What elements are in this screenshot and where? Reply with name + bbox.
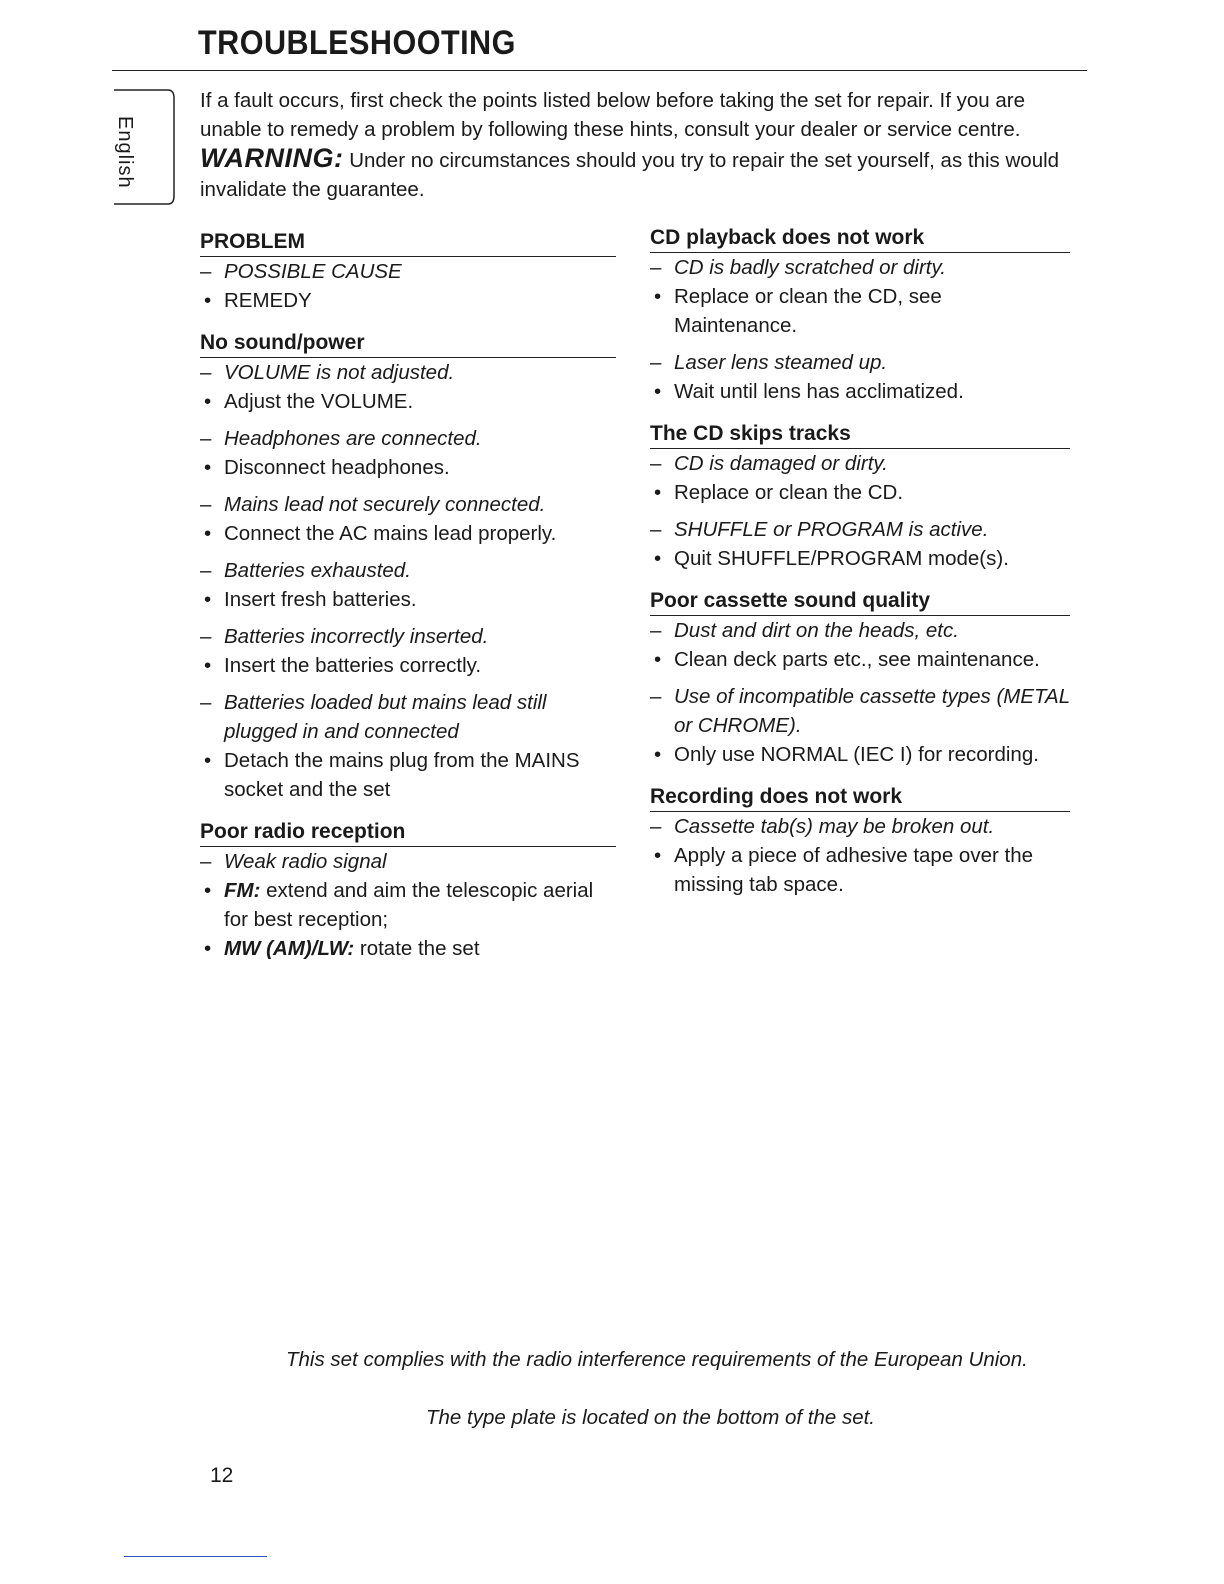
possible-cause: – Laser lens steamed up. [650,348,1070,377]
page-title: TROUBLESHOOTING [198,24,516,62]
possible-cause: – VOLUME is not adjusted. [200,358,616,387]
remedy-text: Insert the batteries correctly. [224,654,482,677]
warning-label: WARNING: [200,143,344,173]
remedy [650,740,1070,769]
cause-remedy-pair [200,490,616,548]
cause-remedy-pair [650,449,1070,507]
cause-remedy-pair [650,253,1070,340]
section-heading: No sound/power [200,329,616,358]
remedy [200,387,616,416]
cause-remedy-pair [650,682,1070,769]
remedy [650,478,1070,507]
possible-cause: – Headphones are connected. [200,424,616,453]
possible-cause: – Batteries incorrectly inserted. [200,622,616,651]
remedy-text: Connect the AC mains lead properly. [224,522,557,545]
troubleshoot-section [650,420,1070,573]
compliance-note: This set complies with the radio interference requirements of the European Union. [286,1348,1028,1371]
remedy [650,282,1070,340]
cause-remedy-pair [650,348,1070,406]
possible-cause: – Cassette tab(s) may be broken out. [650,812,1070,841]
possible-cause: – Use of incompatible cassette types (METAL or CHROME). [650,682,1070,740]
cause-remedy-pair [650,515,1070,573]
remedy-text: extend and aim the telescopic aerial for best reception; [224,879,594,931]
cause-remedy-pair [650,812,1070,899]
cause-remedy-pair [200,424,616,482]
remedy-text: Replace or clean the CD. [674,481,904,504]
right-sections [650,224,1070,899]
possible-cause: – Mains lead not securely connected. [200,490,616,519]
remedy [200,453,616,482]
troubleshoot-section [200,329,616,804]
bottom-divider [124,1556,267,1557]
possible-cause: – SHUFFLE or PROGRAM is active. [650,515,1070,544]
intro-text: If a fault occurs, first check the points listed below before taking the set for repair. If you are unable to remedy a problem by following these hints, consult your dealer or service centre. [200,89,1025,141]
intro-block [200,86,1080,204]
remedy-text: Detach the mains plug from the MAINS socket and the set [224,749,580,801]
section-heading: Poor radio reception [200,818,616,847]
troubleshoot-section [650,783,1070,899]
cause-remedy-pair [200,847,616,963]
possible-cause: – CD is badly scratched or dirty. [650,253,1070,282]
remedy-text: Disconnect headphones. [224,456,450,479]
cause-remedy-pair [200,622,616,680]
remedy-band-label: MW (AM)/LW: [224,937,355,960]
remedy [200,876,616,934]
warning-text: Under no circumstances should you try to repair the set yourself, as this would invalidate the guarantee. [200,149,1060,201]
section-heading: Poor cassette sound quality [650,587,1070,616]
remedy [200,746,616,804]
cause-remedy-pair [200,688,616,804]
remedy-band-label: FM: [224,879,261,902]
remedy [200,585,616,614]
possible-cause: – Batteries loaded but mains lead still plugged in and connected [200,688,616,746]
right-column [650,224,1070,913]
possible-cause: – Weak radio signal [200,847,616,876]
remedy-text: Quit SHUFFLE/PROGRAM mode(s). [674,547,1009,570]
remedy [650,544,1070,573]
remedy-text: Wait until lens has acclimatized. [674,380,964,403]
legend-remedy: • REMEDY [200,286,616,315]
possible-cause: – Dust and dirt on the heads, etc. [650,616,1070,645]
left-column [200,228,616,977]
remedy [200,519,616,548]
troubleshoot-section [200,818,616,963]
cause-remedy-pair [200,358,616,416]
legend-cause: – POSSIBLE CAUSE [200,257,616,286]
remedy-text: Adjust the VOLUME. [224,390,414,413]
possible-cause: – Batteries exhausted. [200,556,616,585]
section-heading: CD playback does not work [650,224,1070,253]
troubleshoot-section [650,224,1070,406]
remedy-text: Apply a piece of adhesive tape over the missing tab space. [674,844,1033,896]
page-number: 12 [210,1464,234,1487]
title-divider [112,70,1087,71]
section-heading: The CD skips tracks [650,420,1070,449]
cause-remedy-pair [200,556,616,614]
legend-heading: PROBLEM [200,228,616,257]
remedy [650,645,1070,674]
remedy-text: Only use NORMAL (IEC I) for recording. [674,743,1039,766]
remedy [200,651,616,680]
legend-section [200,228,616,315]
remedy-text: Replace or clean the CD, see Maintenance. [674,285,942,337]
troubleshoot-section [650,587,1070,769]
remedy [650,841,1070,899]
remedy-text: Insert fresh batteries. [224,588,417,611]
remedy [650,377,1070,406]
left-sections [200,329,616,963]
section-heading: Recording does not work [650,783,1070,812]
language-label: English [114,116,136,189]
remedy [200,934,616,963]
type-plate-note: The type plate is located on the bottom of the set. [426,1406,875,1429]
possible-cause: – CD is damaged or dirty. [650,449,1070,478]
remedy-text: Clean deck parts etc., see maintenance. [674,648,1040,671]
cause-remedy-pair [650,616,1070,674]
remedy-text: rotate the set [354,937,480,960]
